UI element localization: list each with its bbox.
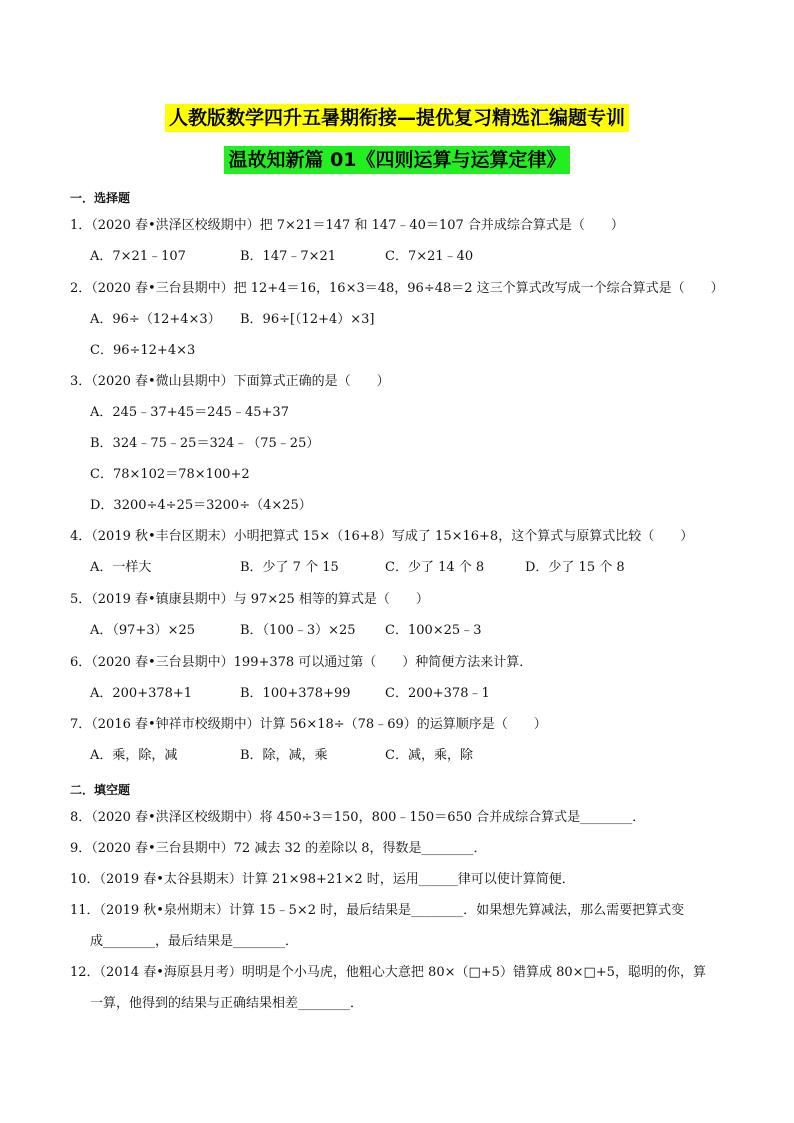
q3-option-c: C．78×102＝78×100+2 (90, 467, 250, 482)
q2-option-b: B．96÷[（12+4）×3] (240, 312, 375, 327)
q1-option-b: B．147﹣7×21 (240, 249, 337, 264)
q4-option-c: C．少了 14 个 8 (385, 560, 485, 575)
q4-option-b: B．少了 7 个 15 (240, 560, 339, 575)
q3-option-a: A．245﹣37+45＝245﹣45+37 (90, 405, 289, 420)
q6-option-c: C．200+378﹣1 (385, 686, 490, 701)
section-heading-fill: 二．填空题 (70, 783, 131, 797)
question-6: 6．（2020 春•三台县期中）199+378 可以通过第（ ）种简便方法来计算． (70, 655, 533, 670)
q6-option-a: A．200+378+1 (90, 686, 193, 701)
q3-option-b: B．324﹣75﹣25＝324﹣（75﹣25） (90, 436, 320, 451)
question-5: 5．（2019 春•镇康县期中）与 97×25 相等的算式是（ ） (70, 592, 429, 607)
question-1: 1．（2020 春•洪泽区校级期中）把 7×21＝147 和 147﹣40＝107 合并成综合算式是（ ） (70, 218, 624, 233)
q4-option-a: A．一样大 (90, 560, 152, 575)
question-9: 9．（2020 春•三台县期中）72 减去 32 的差除以 8，得数是________． (70, 841, 487, 856)
question-10: 10．（2019 春•太谷县期末）计算 21×98+21×2 时，运用______律可以使计算简便． (70, 872, 575, 887)
q3-option-d: D．3200÷4÷25＝3200÷（4×25） (90, 498, 312, 513)
question-12-line-2: 一算，他得到的结果与正确结果相差________． (90, 996, 364, 1011)
question-2: 2．（2020 春•三台县期中）把 12+4＝16，16×3＝48，96÷48＝2 这三个算式改写成一个综合算式是（ ） (70, 281, 724, 296)
q1-option-c: C．7×21﹣40 (385, 249, 474, 264)
title-row-1 (0, 104, 794, 132)
main-title: 人教版数学四升五暑期衔接—提优复习精选汇编题专训 (165, 104, 629, 132)
q4-option-d: D．少了 15 个 8 (525, 560, 625, 575)
q5-option-a: A．（97+3）×25 (90, 623, 196, 638)
question-12-line-1: 12．（2014 春•海原县月考）明明是个小马虎，他粗心大意把 80×（□+5）错算成 80×□+5，聪明的你，算 (70, 965, 706, 980)
question-8: 8．（2020 春•洪泽区校级期中）将 450÷3＝150，800﹣150＝650 合并成综合算式是________． (70, 810, 646, 825)
q2-option-c: C．96÷12+4×3 (90, 343, 196, 358)
q1-option-a: A．7×21﹣107 (90, 249, 186, 264)
q5-option-c: C．100×25﹣3 (385, 623, 482, 638)
q2-option-a: A．96÷（12+4×3） (90, 312, 221, 327)
sub-title: 温故知新篇 01《四则运算与运算定律》 (224, 146, 569, 174)
q7-option-a: A．乘，除，减 (90, 748, 178, 763)
question-3: 3．（2020 春•微山县期中）下面算式正确的是（ ） (70, 374, 390, 389)
question-4: 4．（2019 秋•丰台区期末）小明把算式 15×（16+8）写成了 15×16+8，这个算式与原算式比较（ ） (70, 529, 694, 544)
question-11-line-1: 11．（2019 秋•泉州期末）计算 15﹣5×2 时，最后结果是________．如果想先算减法，那么需要把算式变 (70, 903, 685, 918)
q7-option-c: C．减，乘，除 (385, 748, 473, 763)
title-row-2 (0, 146, 794, 174)
question-11-line-2: 成________，最后结果是________． (90, 934, 299, 949)
question-7: 7．（2016 春•钟祥市校级期中）计算 56×18÷（78﹣69）的运算顺序是（ ） (70, 717, 547, 732)
q7-option-b: B．除，减，乘 (240, 748, 328, 763)
section-heading-choice: 一．选择题 (70, 191, 131, 205)
q5-option-b: B．（100﹣3）×25 (240, 623, 356, 638)
q6-option-b: B．100+378+99 (240, 686, 351, 701)
